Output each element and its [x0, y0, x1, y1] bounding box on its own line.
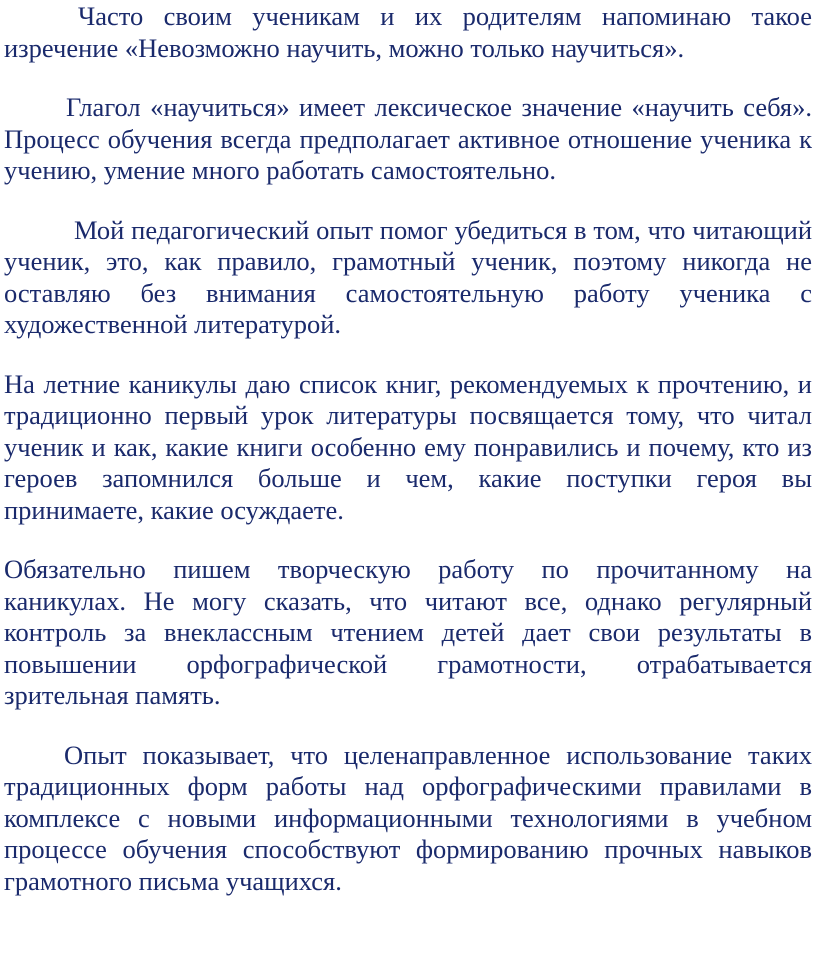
paragraph-5: Обязательно пишем творческую работу по прочитанному на каникулах. Не могу сказать, что читают все, однако регулярный контроль за внеклассным чтением детей дает свои результаты в повышении орфографической грамотности, отрабатывается зрительная память.: [4, 554, 812, 710]
paragraph-6: Опыт показывает, что целенаправленное использование таких традиционных форм работы над орфографическими правилами в комплексе с новыми информационными технологиями в учебном процессе обучения способствуют формированию прочных навыков грамотного письма учащихся.: [4, 739, 812, 896]
paragraph-3: Мой педагогический опыт помог убедиться в том, что читающий ученик, это, как правило, грамотный ученик, поэтому никогда не оставляю без внимания самостоятельную работу ученика с художественной литературой.: [4, 214, 812, 339]
paragraph-1: Часто своим ученикам и их родителям напоминаю такое изречение «Невозможно научить, можно только научиться».: [4, 1, 812, 63]
paragraph-2: Глагол «научиться» имеет лексическое значение «научить себя». Процесс обучения всегда предполагает активное отношение ученика к учению, умение много работать самостоятельно.: [4, 92, 812, 185]
paragraph-4: На летние каникулы даю список книг, рекомендуемых к прочтению, и традиционно первый урок литературы посвящается тому, что читал ученик и как, какие книги особенно ему понравились и почему, кто из героев запомнился больше и чем, какие поступки героя вы принимаете, какие осуждаете.: [4, 368, 812, 525]
